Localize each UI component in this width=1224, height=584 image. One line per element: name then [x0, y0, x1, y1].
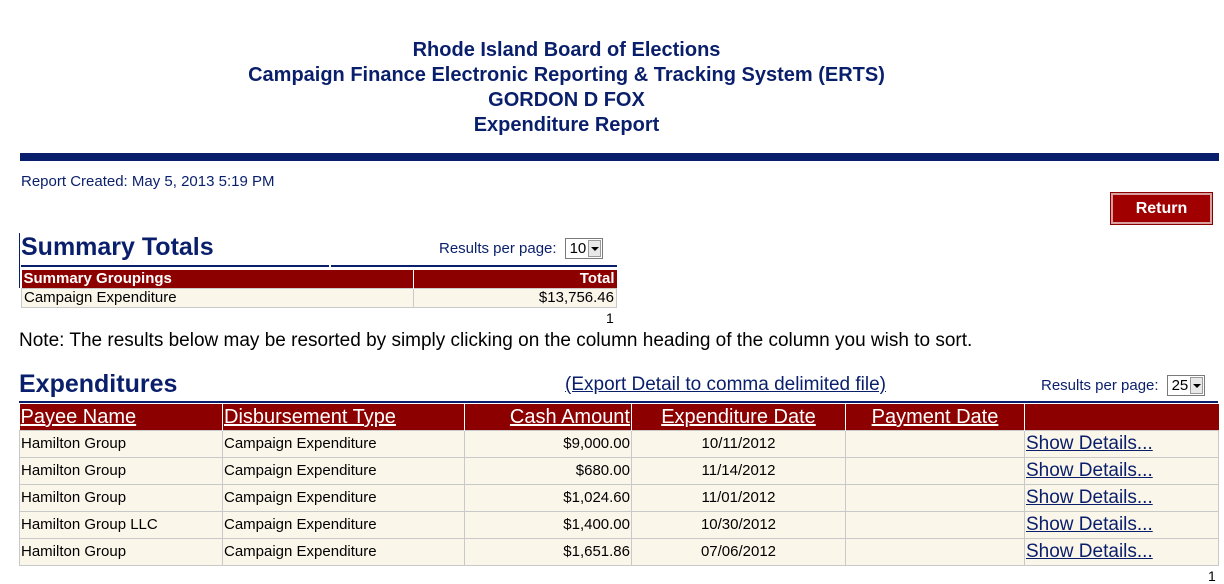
type-cell: Campaign Expenditure: [223, 512, 465, 539]
col-disbursement-type[interactable]: Disbursement Type: [223, 404, 465, 431]
expenditures-rpp-select[interactable]: [1167, 375, 1206, 396]
payee-cell: Hamilton Group: [20, 458, 223, 485]
summary-rpp-select[interactable]: [565, 238, 604, 259]
type-cell: Campaign Expenditure: [223, 458, 465, 485]
amount-cell: $1,651.86: [465, 539, 632, 566]
show-details-link[interactable]: Show Details...: [1025, 512, 1219, 539]
col-expenditure-date[interactable]: Expenditure Date: [632, 404, 846, 431]
amount-cell: $1,024.60: [465, 485, 632, 512]
amount-cell: $1,400.00: [465, 512, 632, 539]
amount-cell: $9,000.00: [465, 431, 632, 458]
summary-rpp-label: Results per page:: [439, 240, 557, 257]
sort-note: Note: The results below may be resorted by simply clicking on the column heading of the column you wish to sort.: [19, 330, 973, 351]
col-total: Total: [414, 270, 617, 289]
show-details-link[interactable]: Show Details...: [1025, 431, 1219, 458]
summary-title-underline: [21, 265, 617, 267]
export-csv-link[interactable]: (Export Detail to comma delimited file): [565, 374, 886, 395]
payment-date-cell: [846, 458, 1025, 485]
show-details-link[interactable]: Show Details...: [1025, 458, 1219, 485]
payee-cell: Hamilton Group: [20, 539, 223, 566]
payment-date-cell: [846, 485, 1025, 512]
payee-cell: Hamilton Group: [20, 431, 223, 458]
type-cell: Campaign Expenditure: [223, 485, 465, 512]
col-summary-groupings: Summary Groupings: [22, 270, 414, 289]
payee-cell: Hamilton Group: [20, 485, 223, 512]
summary-border: [19, 233, 20, 288]
show-details-link[interactable]: Show Details...: [1025, 485, 1219, 512]
expenditure-date-cell: 10/11/2012: [632, 431, 846, 458]
summary-page-number[interactable]: 1: [606, 310, 614, 326]
type-cell: Campaign Expenditure: [223, 539, 465, 566]
board-title: Rhode Island Board of Elections: [412, 39, 721, 61]
chevron-down-icon[interactable]: [588, 240, 601, 257]
col-payee-name[interactable]: Payee Name: [20, 404, 223, 431]
table-row: [20, 431, 1219, 458]
expenditures-rpp-label: Results per page:: [1041, 377, 1159, 394]
payment-date-cell: [846, 539, 1025, 566]
expenditure-date-cell: 11/14/2012: [632, 458, 846, 485]
table-row: [20, 458, 1219, 485]
expenditures-title: Expenditures: [19, 370, 178, 398]
expenditures-page-number[interactable]: 1: [1208, 568, 1216, 584]
summary-rpp-value: 10: [569, 240, 587, 257]
expenditures-title-underline: [19, 401, 1218, 403]
type-cell: Campaign Expenditure: [223, 431, 465, 458]
table-row: [22, 289, 617, 308]
col-payment-date[interactable]: Payment Date: [846, 404, 1025, 431]
col-cash-amount[interactable]: Cash Amount: [465, 404, 632, 431]
header-divider: [20, 153, 1219, 161]
payment-date-cell: [846, 431, 1025, 458]
table-row: [20, 512, 1219, 539]
expenditure-date-cell: 11/01/2012: [632, 485, 846, 512]
return-button[interactable]: Return: [1111, 193, 1212, 224]
expenditure-date-cell: 10/30/2012: [632, 512, 846, 539]
summary-total-cell: $13,756.46: [414, 289, 617, 308]
summary-underline-gap: [329, 265, 331, 267]
amount-cell: $680.00: [465, 458, 632, 485]
summary-grouping-cell: Campaign Expenditure: [22, 289, 414, 308]
table-row: [20, 485, 1219, 512]
chevron-down-icon[interactable]: [1190, 377, 1203, 394]
expenditures-table: [19, 404, 1219, 566]
payee-cell: Hamilton Group LLC: [20, 512, 223, 539]
system-title: Campaign Finance Electronic Reporting & Tracking System (ERTS): [248, 64, 885, 86]
show-details-link[interactable]: Show Details...: [1025, 539, 1219, 566]
report-title: Expenditure Report: [473, 114, 660, 136]
report-header: [0, 38, 1133, 138]
summary-table: [21, 270, 617, 308]
expenditure-date-cell: 07/06/2012: [632, 539, 846, 566]
expenditures-results-per-page: [1041, 375, 1205, 396]
payment-date-cell: [846, 512, 1025, 539]
candidate-name: GORDON D FOX: [488, 89, 645, 111]
col-details: [1025, 404, 1219, 431]
summary-results-per-page: [439, 238, 603, 259]
summary-title: Summary Totals: [21, 233, 214, 261]
expenditures-rpp-value: 25: [1171, 377, 1189, 394]
report-created: Report Created: May 5, 2013 5:19 PM: [21, 173, 275, 190]
table-row: [20, 539, 1219, 566]
